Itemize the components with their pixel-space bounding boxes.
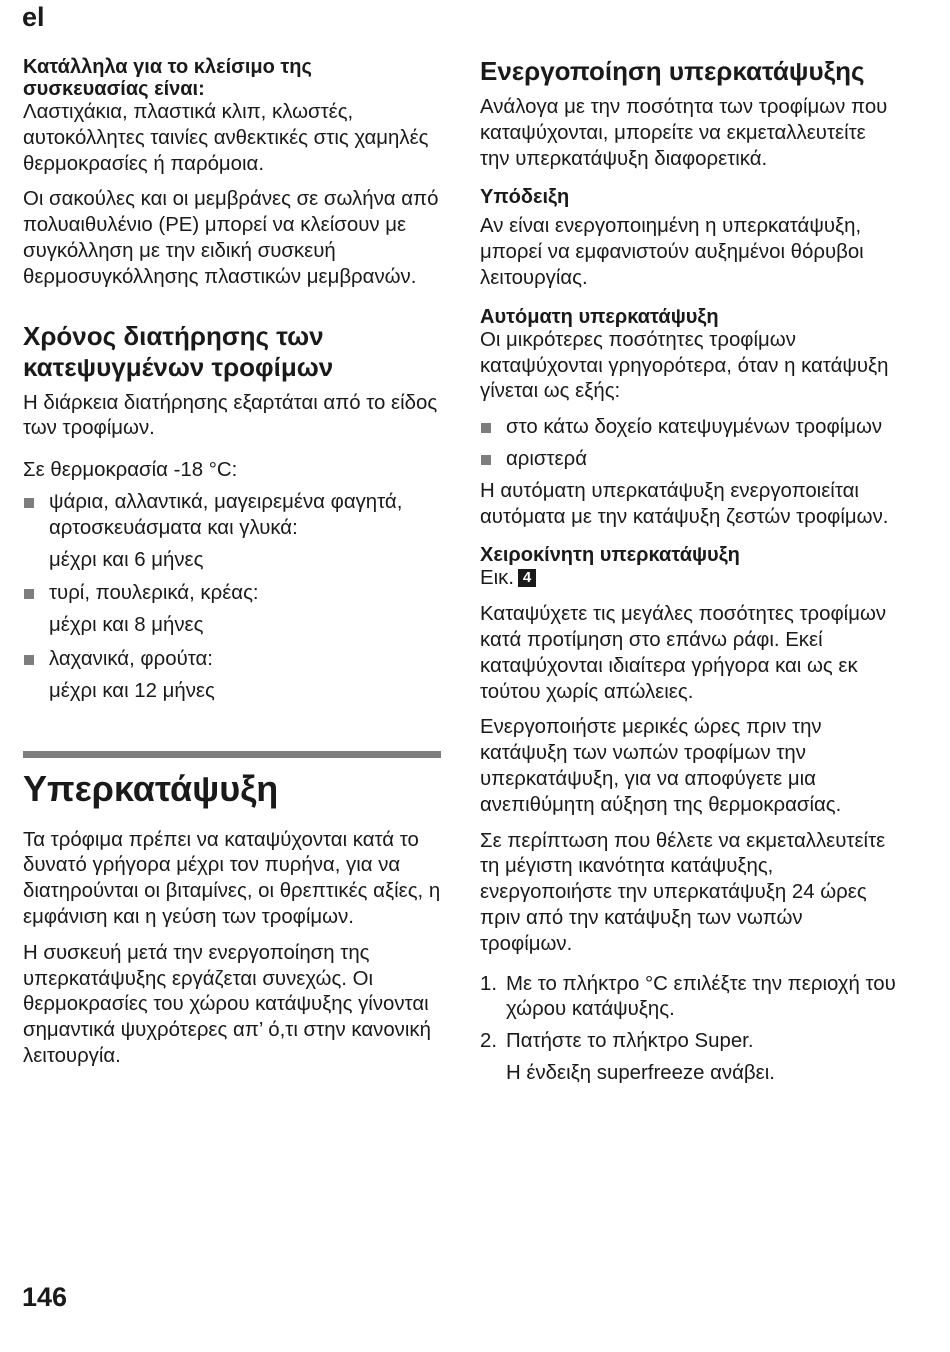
- list-item-label: αριστερά: [506, 447, 588, 470]
- activation-text: Ανάλογα με την ποσότητα των τροφίμων που καταψύχονται, μπορείτε να εκμεταλλευτείτε την υπερκατάψυξη διαφορετικά.: [480, 96, 888, 170]
- auto-text: Η αυτόματη υπερκατάψυξη ενεργοποιείται αυτόματα με την κατάψυξη ζεστών τροφίμων.: [480, 479, 889, 528]
- auto-list: [480, 415, 900, 473]
- page-number: 146: [22, 1282, 68, 1312]
- section-text: Η συσκευή μετά την ενεργοποίηση της υπερκατάψυξης εργάζεται συνεχώς. Οι θερμοκρασίες του χώρου κατάψυξης γίνονται σημαντικά ψυχρότερες απ’ ό,τι στην κανονική λειτουργία.: [23, 941, 431, 1067]
- hint-heading: Υπόδειξη: [480, 186, 570, 209]
- storage-heading: Χρόνος διατήρησης των κατεψυγμένων τροφίμων: [23, 320, 334, 382]
- step-text: Με το πλήκτρο °C επιλέξτε την περιοχή του χώρου κατάψυξης.: [506, 972, 896, 1021]
- activation-heading: Ενεργοποίηση υπερκατάψυξης: [480, 56, 865, 86]
- step-number: 1.: [480, 972, 498, 995]
- storage-list: [23, 647, 441, 673]
- bullet-square-icon: [24, 655, 34, 665]
- figure-label: Εικ.: [480, 567, 514, 590]
- list-item-duration: μέχρι και 8 μήνες: [49, 614, 204, 637]
- list-item: [23, 647, 441, 673]
- step-result: Η ένδειξη superfreeze ανάβει.: [506, 1061, 775, 1084]
- auto-text: Οι μικρότερες ποσότητες τροφίμων καταψύχονται γρηγορότερα, όταν η κατάψυξη γίνεται ως εξής:: [480, 328, 889, 403]
- section-title: Υπερκατάψυξη: [23, 767, 279, 809]
- list-item-label: λαχανικά, φρούτα:: [49, 647, 213, 670]
- bullet-square-icon: [24, 589, 34, 599]
- bullet-square-icon: [481, 423, 491, 433]
- figure-reference: [480, 566, 900, 592]
- language-code: el: [22, 2, 45, 32]
- bullet-square-icon: [481, 455, 491, 465]
- list-item: [480, 447, 900, 473]
- temperature-text: Σε θερμοκρασία -18 °C:: [23, 459, 238, 482]
- list-item-label: τυρί, πουλερικά, κρέας:: [49, 582, 259, 605]
- manual-text: Ενεργοποιήστε μερικές ώρες πριν την κατάψυξη των νωπών τροφίμων την υπερκατάψυξη, για να αποφύγετε μια ανεπιθύμητη αύξηση της θερμοκρασίας.: [480, 716, 842, 816]
- list-item-duration: μέχρι και 6 μήνες: [49, 548, 204, 571]
- step-item: [480, 972, 900, 1024]
- auto-heading: Αυτόματη υπερκατάψυξη: [480, 305, 719, 328]
- storage-text: Η διάρκεια διατήρησης εξαρτάται από το είδος των τροφίμων.: [23, 391, 438, 440]
- section-text: Τα τρόφιμα πρέπει να καταψύχονται κατά το δυνατό γρήγορα μέχρι τον πυρήνα, για να διατηρούνται οι βιταμίνες, οι θρεπτικές αξίες, η εμφάνιση και η γεύση των τροφίμων.: [23, 828, 441, 928]
- manual-text: Καταψύχετε τις μεγάλες ποσότητες τροφίμων κατά προτίμηση στο επάνω ράφι. Εκεί καταψύχονται ιδιαίτερα γρήγορα και ως εκ τούτου χωρίς απώλειες.: [480, 603, 887, 703]
- list-item: [23, 581, 441, 607]
- manual-heading: Χειροκίνητη υπερκατάψυξη: [480, 544, 740, 567]
- list-item-label: ψάρια, αλλαντικά, μαγειρεμένα φαγητά, αρτοσκευάσματα και γλυκά:: [49, 490, 403, 539]
- right-column: [480, 56, 900, 1095]
- list-item-duration: μέχρι και 12 μήνες: [49, 679, 215, 702]
- list-item: [480, 415, 900, 441]
- step-text: Πατήστε το πλήκτρο Super.: [506, 1030, 754, 1053]
- left-column: [23, 56, 441, 1080]
- bullet-square-icon: [24, 498, 34, 508]
- bags-text: Οι σακούλες και οι μεμβράνες σε σωλήνα από πολυαιθυλένιο (PE) μπορεί να κλείσουν με συγκόλληση με την ειδική συσκευή θερμοσυγκόλλησης πλαστικών μεμβρανών.: [23, 188, 439, 288]
- hint-text: Αν είναι ενεργοποιημένη η υπερκατάψυξη, μπορεί να εμφανιστούν αυξημένοι θόρυβοι λειτουργίας.: [480, 215, 864, 289]
- packaging-text: Λαστιχάκια, πλαστικά κλιπ, κλωστές, αυτοκόλλητες ταινίες ανθεκτικές στις χαμηλές θερμοκρασίες ή παρόμοια.: [23, 101, 429, 175]
- list-item-label: στο κάτω δοχείο κατεψυγμένων τροφίμων: [506, 416, 883, 439]
- manual-text: Σε περίπτωση που θέλετε να εκμεταλλευτείτε τη μέγιστη ικανότητα κατάψυξης, ενεργοποιήστε την υπερκατάψυξη 24 ώρες πριν από την κατάψυξη των νωπών τροφίμων.: [480, 829, 886, 955]
- figure-number-badge: 4: [518, 569, 536, 587]
- step-number: 2.: [480, 1030, 498, 1053]
- list-item: [23, 490, 441, 542]
- section-divider: [23, 751, 441, 758]
- storage-list: [23, 581, 441, 607]
- packaging-heading: Κατάλληλα για το κλείσιμο της συσκευασίας είναι:: [23, 56, 312, 100]
- storage-list: [23, 490, 441, 542]
- steps-list: [480, 972, 900, 1055]
- step-item: [480, 1029, 900, 1055]
